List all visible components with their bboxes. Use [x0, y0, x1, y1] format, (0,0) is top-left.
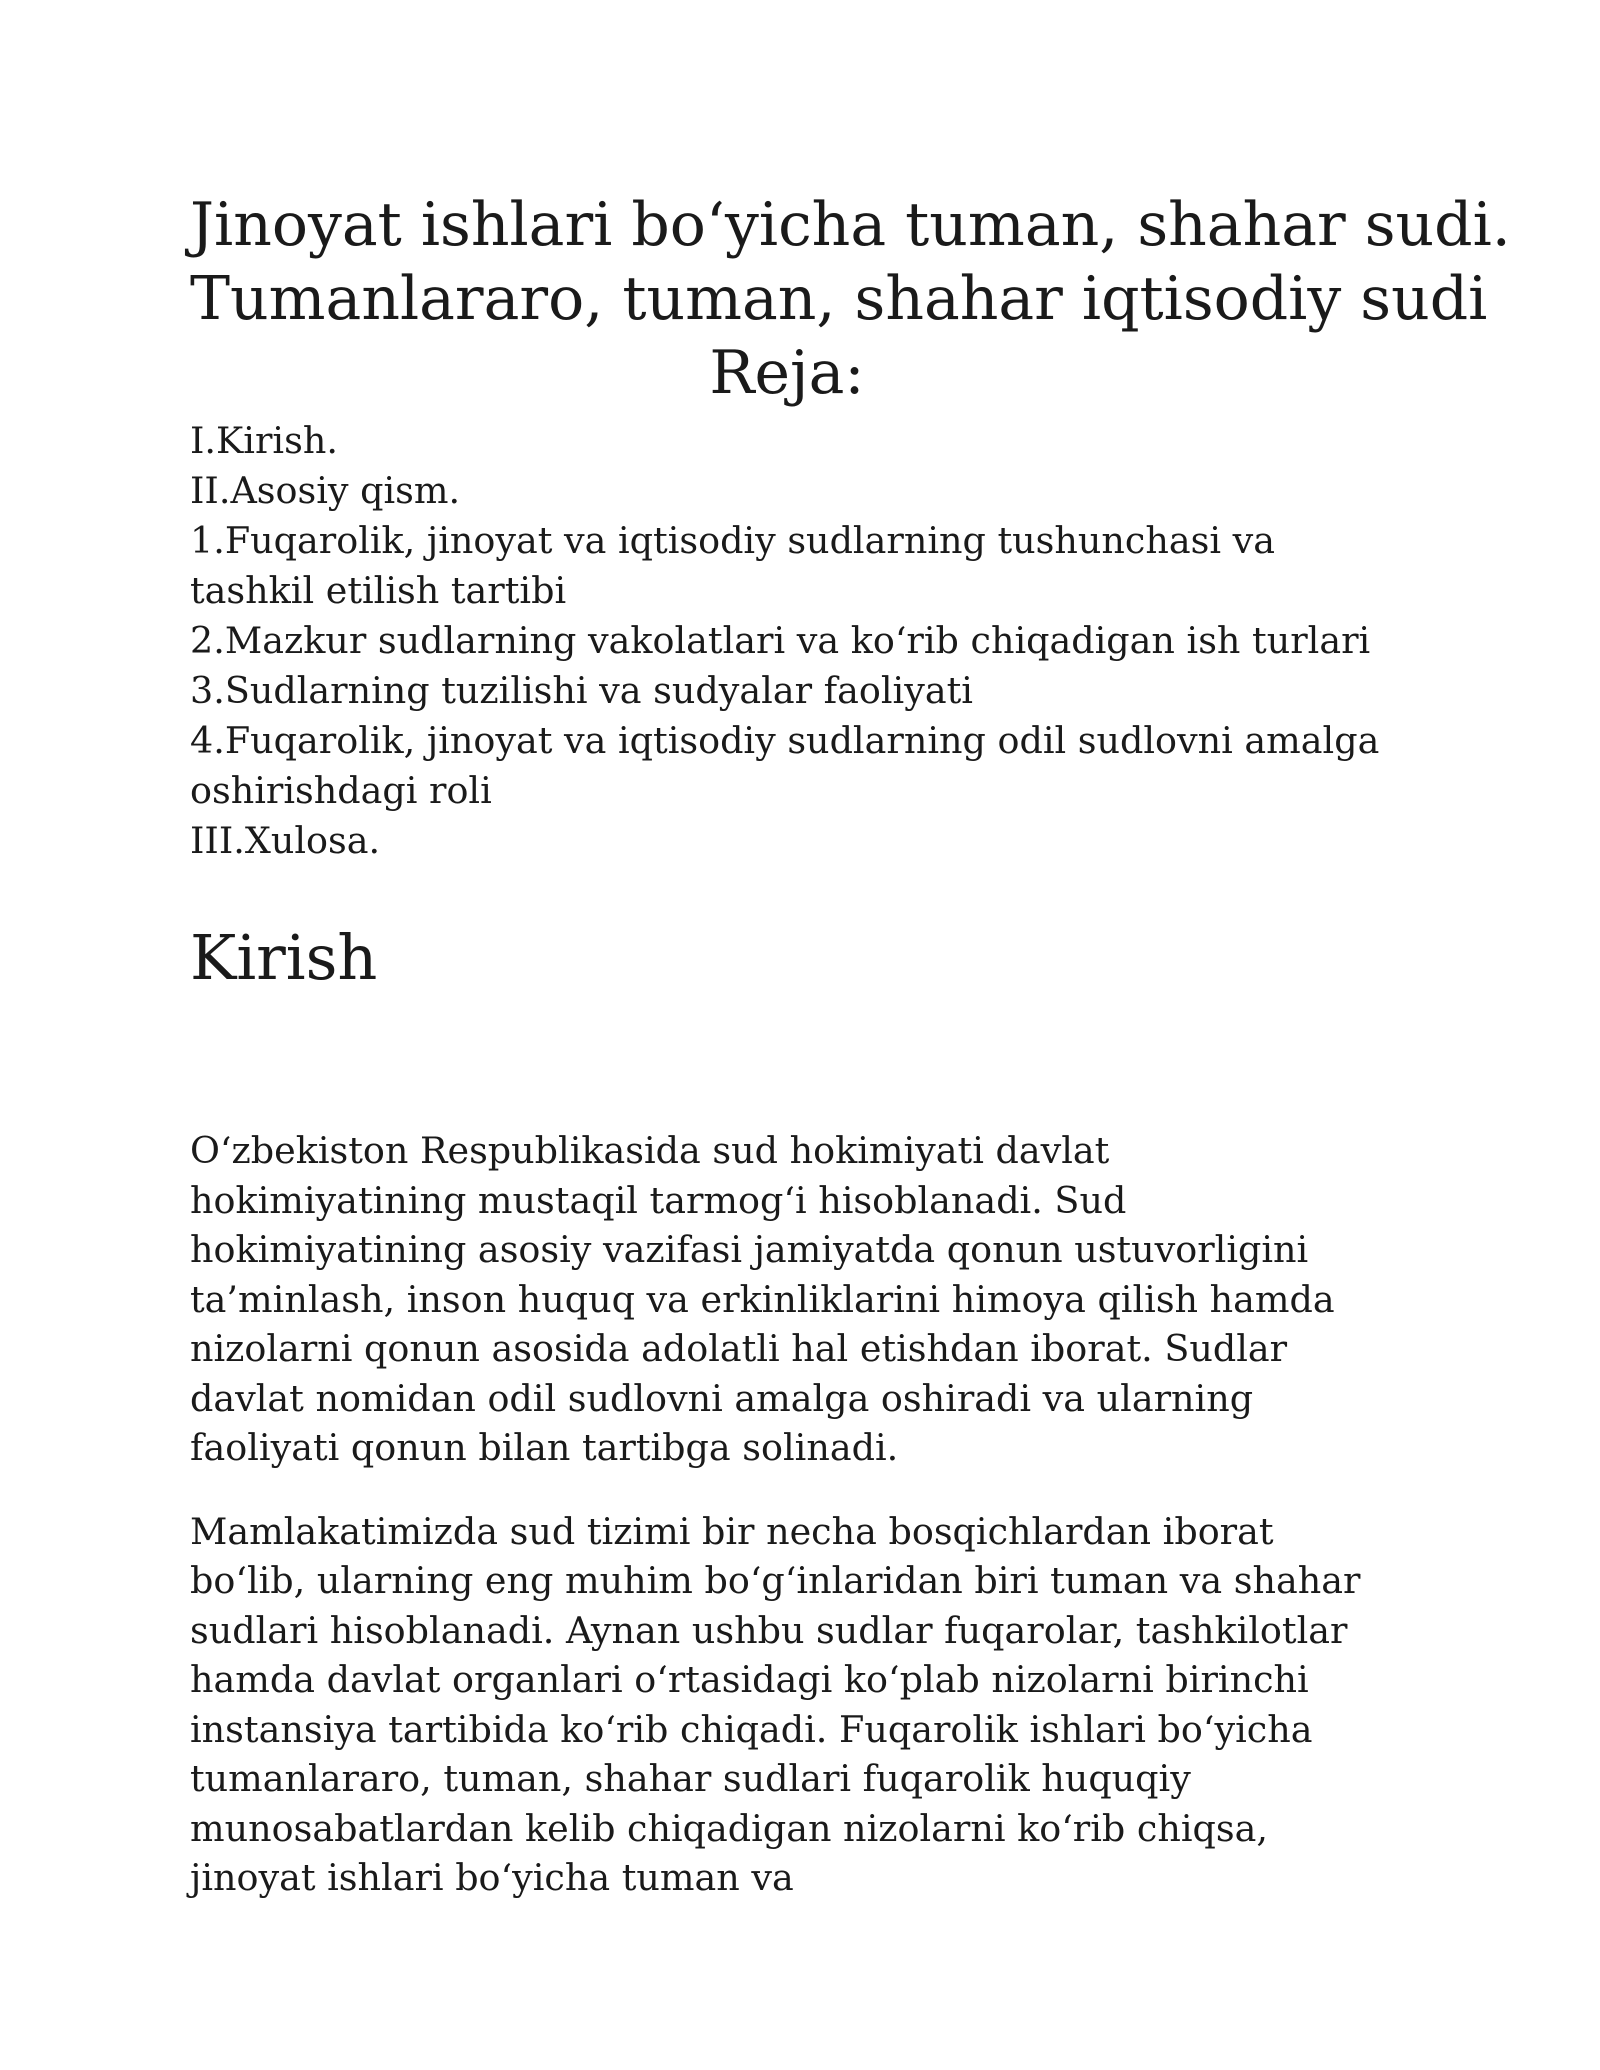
plan-list [190, 416, 1384, 866]
paragraph: Mamlakatimizda sud tizimi bir necha bosqichlardan iborat bo‘lib, ularning eng muhim bo‘g‘inlaridan biri tuman va shahar sudlari hisoblanadi. Aynan ushbu sudlar fuqarolar, tashkilotlar hamda davlat organlari o‘rtasidagi ko‘plab nizolarni birinchi instansiya tartibida ko‘rib chiqadi. Fuqarolik ishlari bo‘yicha tumanlararo, tuman, shahar sudlari fuqarolik huquqiy munosabatlardan kelib chiqadigan nizolarni ko‘rib chiqsa, jinoyat ishlari bo‘yicha tuman va [190, 1509, 1361, 1899]
plan-item: II.Asosiy qism. [190, 469, 461, 512]
section-heading-kirish: Kirish [190, 921, 378, 994]
plan-item: III.Xulosa. [190, 819, 381, 862]
plan-item: 4.Fuqarolik, jinoyat va iqtisodiy sudlarning odil sudlovni amalga oshirishdagi roli [190, 719, 1380, 812]
plan-item: 2.Mazkur sudlarning vakolatlari va ko‘rib chiqadigan ish turlari [190, 619, 1371, 662]
plan-heading: Reja: [709, 338, 865, 408]
title-line-1: Jinoyat ishlari bo‘yicha tuman, shahar sudi. [190, 190, 1511, 260]
plan-item: 3.Sudlarning tuzilishi va sudyalar faoliyati [190, 669, 973, 712]
paragraph: O‘zbekiston Respublikasida sud hokimiyati davlat hokimiyatining mustaqil tarmog‘i hisoblanadi. Sud hokimiyatining asosiy vazifasi jamiyatda qonun ustuvorligini ta’minlash, inson huquq va erkinliklarini himoya qilish hamda nizolarni qonun asosida adolatli hal etishdan iborat. Sudlar davlat nomidan odil sudlovni amalga oshiradi va ularning faoliyati qonun bilan tartibga solinadi. [190, 1129, 1335, 1469]
plan-item: I.Kirish. [190, 419, 338, 462]
plan-item: 1.Fuqarolik, jinoyat va iqtisodiy sudlarning tushunchasi va tashkil etilish tartibi [190, 519, 1276, 612]
title-line-2: Tumanlararo, tuman, shahar iqtisodiy sudi [190, 264, 1488, 334]
